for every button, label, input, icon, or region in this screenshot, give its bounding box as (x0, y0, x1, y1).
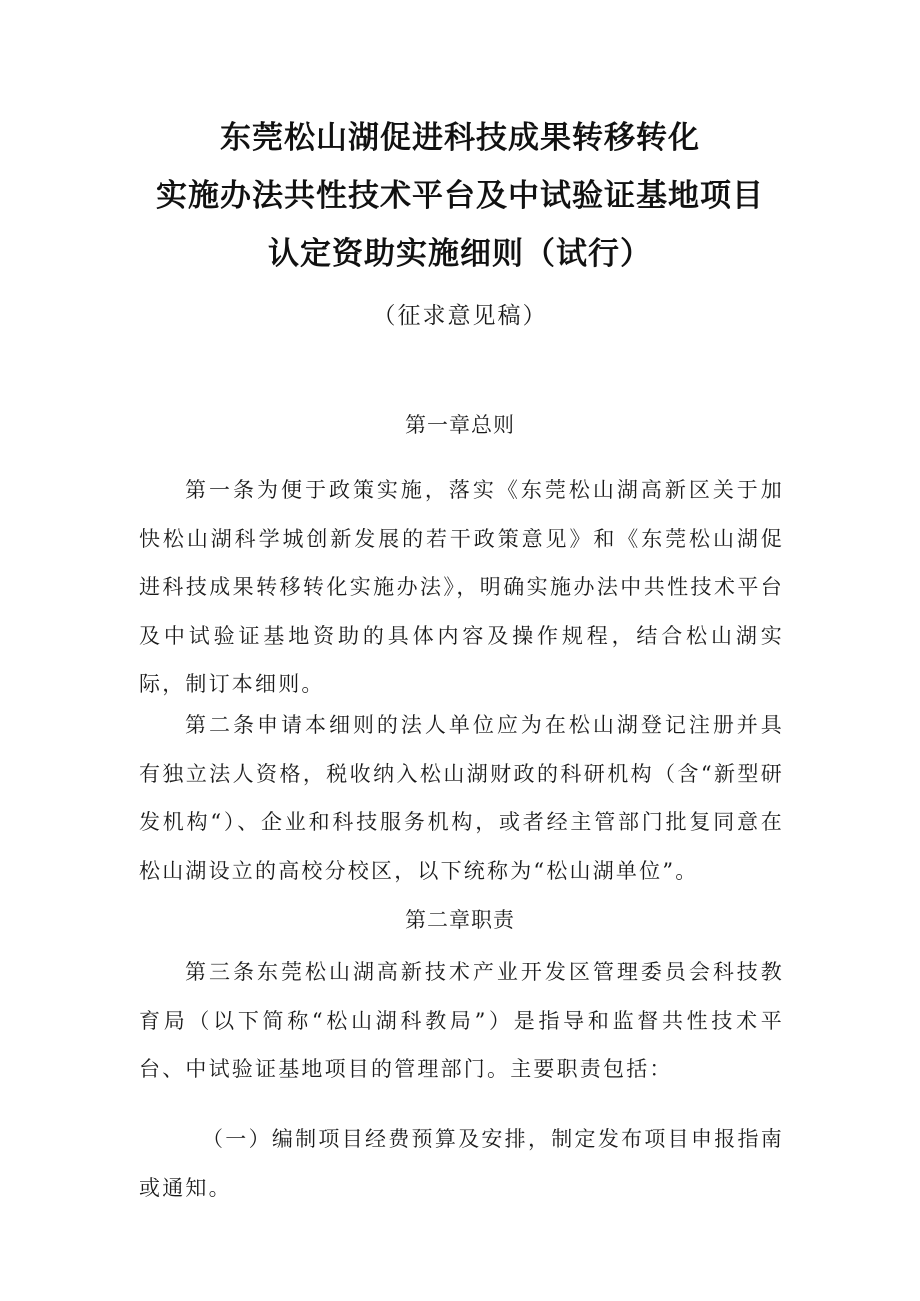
document-title-line-2: 实施办法共性技术平台及中试验证基地项目 (156, 178, 764, 214)
document-title-line-3: 认定资助实施细则（试行） (268, 236, 652, 272)
article-3-paragraph: 第三条东莞松山湖高新技术产业开发区管理委员会科技教育局（以下简称“松山湖科教局”）是指导和监督共性技术平台、中试验证基地项目的管理部门。主要职责包括： (139, 960, 784, 1081)
document-title-line-1: 东莞松山湖促进科技成果转移转化 (220, 120, 700, 156)
chapter-2-heading: 第二章职责 (405, 908, 515, 932)
article-1-paragraph: 第一条为便于政策实施，落实《东莞松山湖高新区关于加快松山湖科学城创新发展的若干政策意见》和《东莞松山湖促进科技成果转移转化实施办法》，明确实施办法中共性技术平台及中试验证基地资助的具体内容及操作规程，结合松山湖实际，制订本细则。 (139, 478, 784, 696)
duty-item-1-paragraph: （一）编制项目经费预算及安排，制定发布项目申报指南或通知。 (139, 1127, 784, 1200)
document-subtitle: （征求意见稿） (372, 303, 548, 329)
chapter-1-heading: 第一章总则 (405, 413, 515, 437)
article-2-paragraph: 第二条申请本细则的法人单位应为在松山湖登记注册并具有独立法人资格，税收纳入松山湖财政的科研机构（含“新型研发机构“）、企业和科技服务机构，或者经主管部门批复同意在松山湖设立的高校分校区，以下统称为“松山湖单位”。 (139, 713, 784, 883)
